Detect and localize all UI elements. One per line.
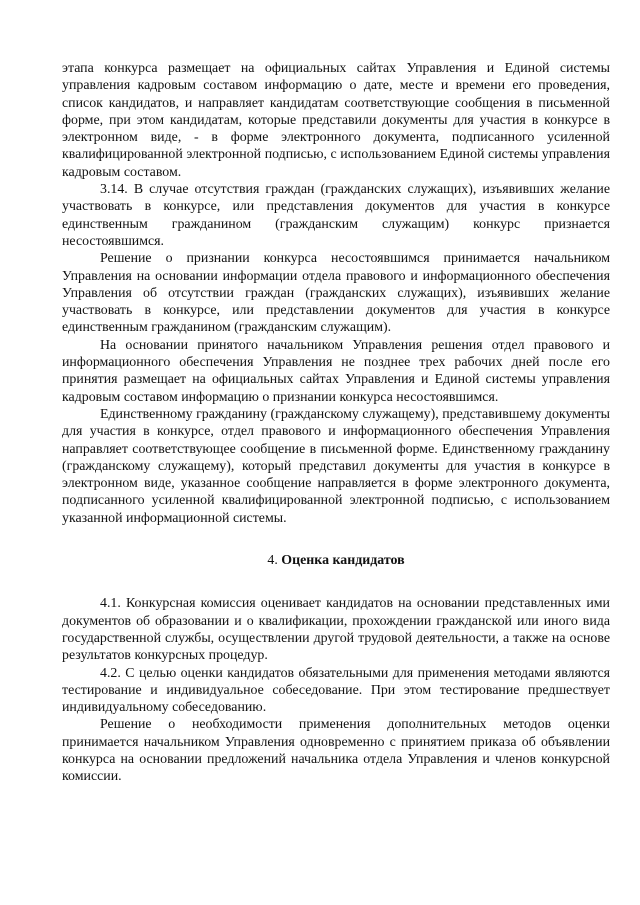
section-number: 4. xyxy=(267,553,278,569)
paragraph-publication-of-decision: На основании принятого начальником Управления решения отдел правового и информационного обеспечения Управления не позднее трех рабочих дней после его принятия размещает на официальных сайтах Управления и Единой системы управления кадровым составом информацию о признании конкурса несостоявшимся. xyxy=(62,337,610,405)
paragraph-3-14: 3.14. В случае отсутствия граждан (гражданских служащих), изъявивших желание участвовать в конкурсе, или представления документов для участия в конкурсе единственным гражданином (гражданским служащим) конкурс признается несостоявшимся. xyxy=(62,182,610,249)
section-heading xyxy=(62,552,610,569)
paragraph-continuation: этапа конкурса размещает на официальных сайтах Управления и Единой системы управления кадровым составом информацию о дате, месте и времени его проведения, список кандидатов, и направляет кандидатам соответствующие сообщения в письменной форме, при этом кандидатам, которые представили документы для участия в конкурсе в электронном виде, - в форме электронного документа, подписанного усиленной квалифицированной электронной подписью, с использованием Единой системы управления кадровым составом. xyxy=(62,61,610,180)
document-page xyxy=(62,60,610,786)
section-title: Оценка кандидатов xyxy=(281,553,405,569)
paragraph-single-candidate-notice: Единственному гражданину (гражданскому служащему), представившему документы для участия в конкурсе, отдел правового и информационного обеспечения Управления направляет соответствующее сообщение в письменной форме. Единственному гражданину (гражданскому служащему), который представил документы для участия в конкурсе в электронном виде, указанное сообщение направляется в форме электронного документа, подписанного усиленной квалифицированной электронной подписью, с использованием указанной информационной системы. xyxy=(62,406,610,526)
paragraph-4-1: 4.1. Конкурсная комиссия оценивает кандидатов на основании представленных ими документов об образовании и о квалификации, прохождении гражданской или иного вида государственной службы, осуществлении другой трудовой деятельности, а также на основе результатов конкурсных процедур. xyxy=(62,596,610,664)
paragraph-decision-failed-contest: Решение о признании конкурса несостоявшимся принимается начальником Управления на основании информации отдела правового и информационного обеспечения Управления об отсутствии граждан (гражданских служащих), изъявивших желание участвовать в конкурсе, или представлении документов для участия в конкурсе единственным гражданином (гражданским служащим). xyxy=(62,251,610,336)
paragraph-4-2: 4.2. С целью оценки кандидатов обязательными для применения методами являются тестирование и индивидуальное собеседование. При этом тестирование предшествует индивидуальному собеседованию. xyxy=(62,665,610,716)
paragraph-additional-methods: Решение о необходимости применения дополнительных методов оценки принимается начальником Управления одновременно с принятием приказа об объявлении конкурса на основании предложений начальника отдела Управления и членов конкурсной комиссии. xyxy=(62,717,610,785)
